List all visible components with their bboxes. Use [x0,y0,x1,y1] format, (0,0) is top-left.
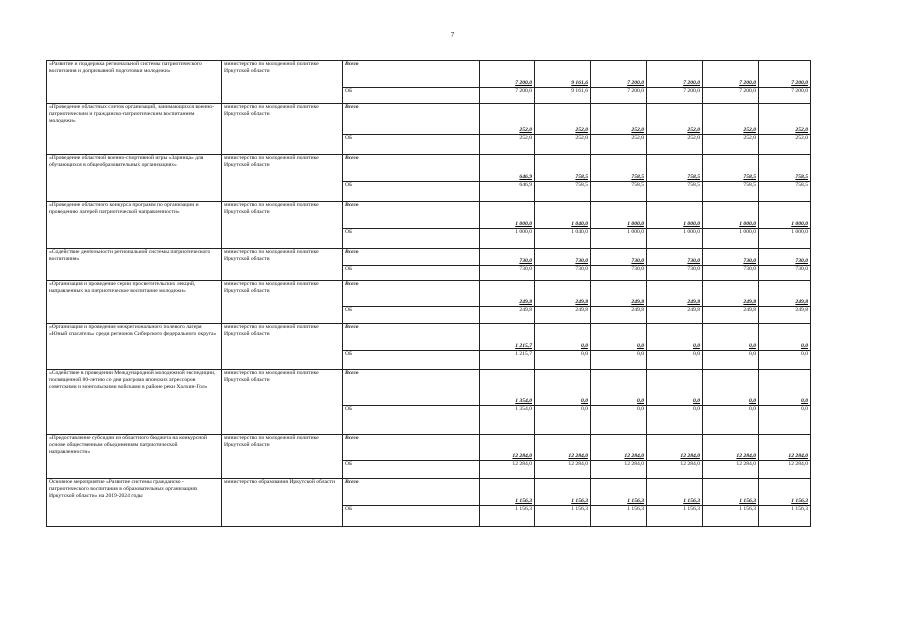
ob-value-cell: 252,0 [759,135,811,155]
total-value-cell: 12 284,0 [591,435,647,461]
ob-value-cell: 646,9 [480,182,535,202]
executor-cell: министерство по молодежной политике Иркутской области [222,202,343,249]
total-value-cell: 758,5 [703,155,759,182]
total-value-cell: 758,5 [647,155,703,182]
total-value-cell: 758,5 [759,155,811,182]
table-row [47,202,811,229]
ob-value-cell: 12 284,0 [535,461,591,479]
total-value-cell: 252,0 [535,104,591,135]
total-value-cell: 1 156,3 [647,479,703,506]
total-value-cell: 252,0 [591,104,647,135]
ob-value-cell: 0,0 [703,351,759,370]
total-value-cell: 730,0 [647,249,703,266]
funding-total-label: Всего [343,370,480,406]
funding-ob-label: ОБ [343,182,480,202]
funding-total-label: Всего [343,155,480,182]
total-value-cell: 758,5 [535,155,591,182]
ob-value-cell: 1 156,3 [647,506,703,527]
executor-cell: министерство по молодежной политике Иркутской области [222,155,343,202]
total-value-cell: 0,0 [759,370,811,406]
budget-table [46,60,811,527]
ob-value-cell: 758,5 [591,182,647,202]
ob-value-cell: 249,8 [703,307,759,324]
executor-cell: министерство по молодежной политике Иркутской области [222,281,343,324]
total-value-cell: 1 000,0 [703,202,759,229]
ob-value-cell: 0,0 [535,351,591,370]
ob-value-cell: 730,0 [759,266,811,281]
activity-name-cell: «Организация и проведение межрегионального полевого лагеря «Юный спасатель» среди регионов Сибирского федерального округа» [47,324,222,370]
total-value-cell: 249,8 [703,281,759,307]
total-value-cell: 0,0 [703,324,759,351]
ob-value-cell: 730,0 [647,266,703,281]
total-value-cell: 758,5 [591,155,647,182]
table-row [47,479,811,506]
funding-total-label: Всего [343,104,480,135]
ob-value-cell: 12 284,0 [759,461,811,479]
activity-name-cell: «Проведение областной военно-спортивной игры «Зарница» для обучающихся в общеобразовательных организациях» [47,155,222,202]
ob-value-cell: 758,5 [759,182,811,202]
total-value-cell: 646,9 [480,155,535,182]
total-value-cell: 1 000,0 [591,202,647,229]
table-row [47,324,811,351]
ob-value-cell: 1 156,3 [591,506,647,527]
total-value-cell: 730,0 [535,249,591,266]
ob-value-cell: 7 200,0 [480,88,535,104]
total-value-cell: 1 156,3 [480,479,535,506]
funding-total-label: Всего [343,202,480,229]
total-value-cell: 1 040,0 [535,202,591,229]
total-value-cell: 7 200,0 [591,61,647,88]
page-number: 7 [450,31,455,39]
total-value-cell: 0,0 [591,324,647,351]
funding-total-label: Всего [343,479,480,506]
ob-value-cell: 7 200,0 [759,88,811,104]
ob-value-cell: 1 354,0 [480,406,535,435]
ob-value-cell: 12 284,0 [591,461,647,479]
ob-value-cell: 1 156,3 [535,506,591,527]
ob-value-cell: 249,8 [480,307,535,324]
total-value-cell: 0,0 [535,370,591,406]
ob-value-cell: 0,0 [647,351,703,370]
ob-value-cell: 0,0 [647,406,703,435]
total-value-cell: 252,0 [703,104,759,135]
total-value-cell: 1 000,0 [480,202,535,229]
funding-ob-label: ОБ [343,135,480,155]
total-value-cell: 249,8 [480,281,535,307]
total-value-cell: 1 156,3 [535,479,591,506]
funding-ob-label: ОБ [343,229,480,249]
funding-ob-label: ОБ [343,351,480,370]
total-value-cell: 1 000,0 [759,202,811,229]
funding-total-label: Всего [343,249,480,266]
funding-ob-label: ОБ [343,88,480,104]
total-value-cell: 7 200,0 [647,61,703,88]
ob-value-cell: 252,0 [480,135,535,155]
activity-name-cell: «Содействие в проведении Международной молодежной экспедиции, посвященной 80-летию со дня разгрома японских агрессоров советскими и монгольскими войсками в районе реки Халхин-Гол» [47,370,222,435]
total-value-cell: 1 156,3 [759,479,811,506]
total-value-cell: 0,0 [759,324,811,351]
executor-cell: министерство образования Иркутской области [222,479,343,527]
ob-value-cell: 12 284,0 [480,461,535,479]
total-value-cell: 1 156,3 [591,479,647,506]
ob-value-cell: 1 215,7 [480,351,535,370]
funding-total-label: Всего [343,281,480,307]
total-value-cell: 12 284,0 [759,435,811,461]
executor-cell: министерство по молодежной политике Иркутской области [222,324,343,370]
ob-value-cell: 0,0 [703,406,759,435]
ob-value-cell: 1 156,3 [759,506,811,527]
total-value-cell: 12 284,0 [647,435,703,461]
total-value-cell: 730,0 [591,249,647,266]
total-value-cell: 252,0 [759,104,811,135]
ob-value-cell: 252,0 [647,135,703,155]
ob-value-cell: 1 156,3 [703,506,759,527]
ob-value-cell: 252,0 [535,135,591,155]
ob-value-cell: 0,0 [591,406,647,435]
ob-value-cell: 1 000,0 [759,229,811,249]
executor-cell: министерство по молодежной политике Иркутской области [222,104,343,155]
funding-ob-label: ОБ [343,266,480,281]
ob-value-cell: 758,5 [647,182,703,202]
total-value-cell: 0,0 [703,370,759,406]
ob-value-cell: 1 000,0 [591,229,647,249]
activity-name-cell: «Организация и проведение серии просветительских лекций, направленных на патриотическое воспитание молодежи» [47,281,222,324]
funding-ob-label: ОБ [343,307,480,324]
ob-value-cell: 1 000,0 [480,229,535,249]
total-value-cell: 249,8 [535,281,591,307]
total-value-cell: 0,0 [647,324,703,351]
total-value-cell: 1 156,3 [703,479,759,506]
funding-ob-label: ОБ [343,506,480,527]
total-value-cell: 1 000,0 [647,202,703,229]
ob-value-cell: 758,5 [535,182,591,202]
total-value-cell: 9 161,6 [535,61,591,88]
funding-ob-label: ОБ [343,461,480,479]
table-row [47,249,811,266]
ob-value-cell: 252,0 [703,135,759,155]
activity-name-cell: «Развитие и поддержка региональной системы патриотического воспитания и допризывной подготовки молодежи» [47,61,222,104]
total-value-cell: 7 200,0 [703,61,759,88]
total-value-cell: 7 200,0 [759,61,811,88]
total-value-cell: 249,8 [759,281,811,307]
ob-value-cell: 12 284,0 [703,461,759,479]
total-value-cell: 0,0 [647,370,703,406]
total-value-cell: 252,0 [480,104,535,135]
total-value-cell: 1 215,7 [480,324,535,351]
total-value-cell: 12 284,0 [703,435,759,461]
ob-value-cell: 730,0 [535,266,591,281]
ob-value-cell: 1 000,0 [703,229,759,249]
total-value-cell: 0,0 [535,324,591,351]
funding-ob-label: ОБ [343,406,480,435]
table-row [47,155,811,182]
ob-value-cell: 249,8 [647,307,703,324]
ob-value-cell: 7 200,0 [591,88,647,104]
table-row [47,435,811,461]
ob-value-cell: 1 000,0 [647,229,703,249]
ob-value-cell: 7 200,0 [647,88,703,104]
ob-value-cell: 249,8 [535,307,591,324]
activity-name-cell: Основное мероприятие «Развитие системы гражданско - патриотического воспитания в образовательных организациях Иркутской области» на 2019-2024 годы [47,479,222,527]
total-value-cell: 0,0 [591,370,647,406]
ob-value-cell: 0,0 [535,406,591,435]
budget-table-body [47,61,811,527]
total-value-cell: 1 354,0 [480,370,535,406]
activity-name-cell: «Содействие деятельности региональной системы патриотического воспитания» [47,249,222,281]
total-value-cell: 730,0 [480,249,535,266]
table-row [47,61,811,88]
activity-name-cell: «Проведение областного конкурса программ по организации и проведению лагерей патриотической направленности» [47,202,222,249]
total-value-cell: 249,8 [647,281,703,307]
executor-cell: министерство по молодежной политике Иркутской области [222,249,343,281]
activity-name-cell: «Проведение областных слетов организаций, занимающихся военно-патриотическим и гражданско-патриотическим воспитанием молодежи» [47,104,222,155]
ob-value-cell: 7 200,0 [703,88,759,104]
ob-value-cell: 249,8 [759,307,811,324]
table-row [47,281,811,307]
ob-value-cell: 12 284,0 [647,461,703,479]
table-row [47,104,811,135]
total-value-cell: 730,0 [759,249,811,266]
executor-cell: министерство по молодежной политике Иркутской области [222,435,343,479]
ob-value-cell: 0,0 [591,351,647,370]
ob-value-cell: 1 156,3 [480,506,535,527]
executor-cell: министерство по молодежной политике Иркутской области [222,370,343,435]
ob-value-cell: 0,0 [759,406,811,435]
activity-name-cell: «Предоставление субсидии из областного бюджета на конкурсной основе общественным объединениям патриотической направленности» [47,435,222,479]
total-value-cell: 12 284,0 [480,435,535,461]
ob-value-cell: 730,0 [480,266,535,281]
ob-value-cell: 252,0 [591,135,647,155]
total-value-cell: 730,0 [703,249,759,266]
total-value-cell: 249,8 [591,281,647,307]
executor-cell: министерство по молодежной политике Иркутской области [222,61,343,104]
ob-value-cell: 249,8 [591,307,647,324]
total-value-cell: 12 284,0 [535,435,591,461]
ob-value-cell: 9 161,6 [535,88,591,104]
ob-value-cell: 0,0 [759,351,811,370]
total-value-cell: 7 200,0 [480,61,535,88]
funding-total-label: Всего [343,435,480,461]
ob-value-cell: 1 040,0 [535,229,591,249]
funding-total-label: Всего [343,324,480,351]
total-value-cell: 252,0 [647,104,703,135]
ob-value-cell: 758,5 [703,182,759,202]
ob-value-cell: 730,0 [591,266,647,281]
table-row [47,370,811,406]
funding-total-label: Всего [343,61,480,88]
ob-value-cell: 730,0 [703,266,759,281]
